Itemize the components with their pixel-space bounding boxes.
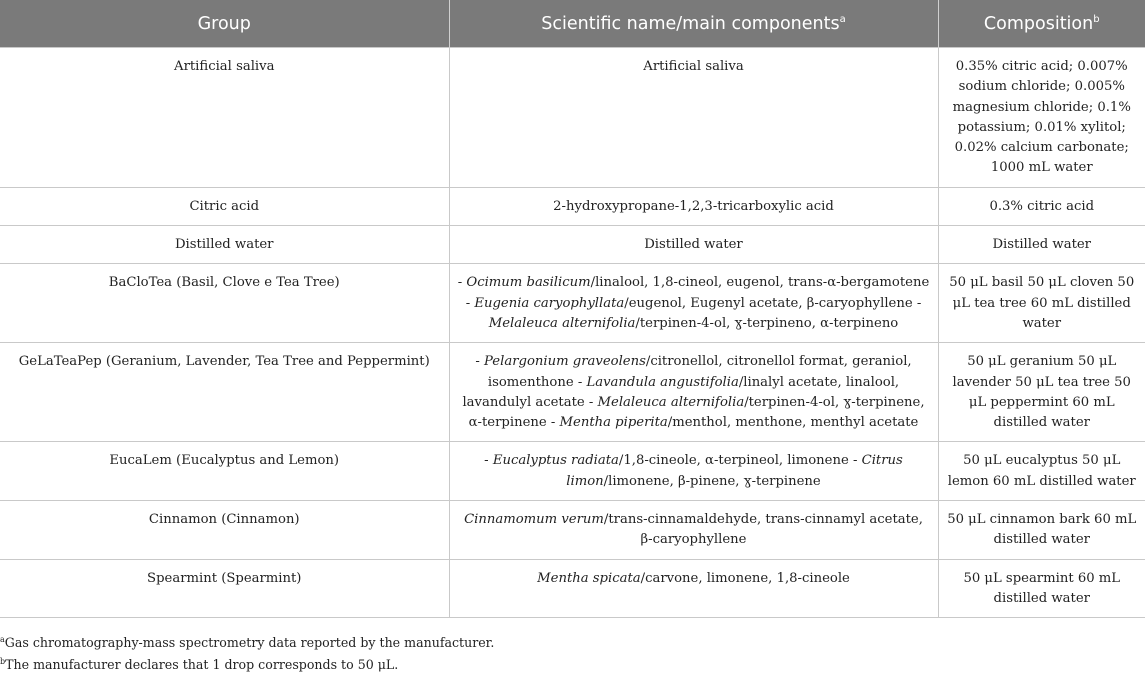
component-text: - <box>475 354 485 370</box>
species-name: Ocimum basilicum <box>466 275 591 291</box>
species-name: Cinnamomum verum <box>464 512 604 528</box>
table-row <box>0 501 1145 560</box>
component-text: 2-hydroxypropane-1,2,3-tricarboxylic acid <box>553 198 834 214</box>
species-name: Eucalyptus radiata <box>492 453 619 469</box>
component-text: /eugenol, Eugenyl acetate, β-caryophyllene - <box>624 295 922 311</box>
footnotes <box>0 630 494 674</box>
component-text: /linalool, 1,8-cineol, eugenol, trans-α-bergamotene - <box>465 275 930 311</box>
component-text: /1,8-cineole, α-terpineol, limonene - <box>618 453 862 469</box>
component-text: /trans-cinnamaldehyde, trans-cinnamyl acetate, β-caryophyllene <box>603 512 923 548</box>
cell-components <box>449 559 938 618</box>
cell-composition: 0.3% citric acid <box>938 187 1145 225</box>
cell-group: Spearmint (Spearmint) <box>0 559 449 618</box>
component-text: /citronellol, citronellol format, geraniol, isomenthone - <box>487 354 912 390</box>
component-text: Distilled water <box>644 237 743 253</box>
cell-composition: 50 μL spearmint 60 mL distilled water <box>938 559 1145 618</box>
footnote-text: The manufacturer declares that 1 drop corresponds to 50 μL. <box>5 657 399 672</box>
table-row <box>0 187 1145 225</box>
cell-group: BaCloTea (Basil, Clove e Tea Tree) <box>0 264 449 343</box>
footnote <box>0 630 494 652</box>
cell-group: Artificial saliva <box>0 48 449 188</box>
table-row <box>0 343 1145 442</box>
table-row <box>0 226 1145 264</box>
component-text: - <box>457 275 467 291</box>
cell-composition: 50 μL basil 50 μL cloven 50 μL tea tree 60 mL distilled water <box>938 264 1145 343</box>
component-text: /terpinen-4-ol, ɣ-terpineno, α-terpineno <box>635 315 899 331</box>
footnote-mark: b <box>0 657 6 666</box>
cell-components <box>449 442 938 501</box>
cell-group: GeLaTeaPep (Geranium, Lavender, Tea Tree and Peppermint) <box>0 343 449 442</box>
cell-composition: 50 μL cinnamon bark 60 mL distilled water <box>938 501 1145 560</box>
cell-composition: 50 μL geranium 50 μL lavender 50 μL tea tree 50 μL peppermint 60 mL distilled water <box>938 343 1145 442</box>
species-name: Mentha piperita <box>559 415 668 431</box>
cell-composition: Distilled water <box>938 226 1145 264</box>
header-group: Group <box>0 0 449 48</box>
species-name: Pelargonium graveolens <box>484 354 646 370</box>
footnote-text: Gas chromatography-mass spectrometry data reported by the manufacturer. <box>4 635 495 650</box>
cell-components <box>449 187 938 225</box>
species-name: Lavandula angustifolia <box>586 374 739 390</box>
cell-group: Citric acid <box>0 187 449 225</box>
species-name: Citrus limon <box>566 453 903 489</box>
table-row <box>0 264 1145 343</box>
footnote-mark: a <box>0 635 5 644</box>
header-composition: Composition$^b$ <box>938 0 1145 48</box>
header-scientific-name: Scientific name/main components$^a$ <box>449 0 938 48</box>
table-header <box>0 0 1145 48</box>
species-name: Eugenia caryophyllata <box>474 295 625 311</box>
cell-components <box>449 226 938 264</box>
component-text: /terpinen-4-ol, ɣ-terpinene, α-terpinene - <box>468 394 925 431</box>
species-name: Melaleuca alternifolia <box>597 394 745 410</box>
component-text: - <box>484 453 493 469</box>
cell-composition: 0.35% citric acid; 0.007% sodium chloride; 0.005% magnesium chloride; 0.1% potassium; 0.01% xylitol; 0.02% calcium carbonate; 1000 mL water <box>938 48 1145 188</box>
component-text: /carvone, limonene, 1,8-cineole <box>640 570 850 586</box>
table-row <box>0 559 1145 618</box>
cell-components <box>449 501 938 560</box>
component-text: Artificial saliva <box>643 59 744 74</box>
cell-group: EucaLem (Eucalyptus and Lemon) <box>0 442 449 501</box>
component-text: /linalyl acetate, linalool, lavandulyl acetate - <box>462 374 900 410</box>
species-name: Mentha spicata <box>537 570 641 586</box>
table-row <box>0 442 1145 501</box>
table-body <box>0 48 1145 618</box>
cell-components <box>449 48 938 188</box>
footnote <box>0 652 494 674</box>
cell-group: Cinnamon (Cinnamon) <box>0 501 449 560</box>
component-text: /menthol, menthone, menthyl acetate <box>667 415 919 431</box>
cell-composition: 50 μL eucalyptus 50 μL lemon 60 mL distilled water <box>938 442 1145 501</box>
species-name: Melaleuca alternifolia <box>488 315 636 331</box>
table-row <box>0 48 1145 188</box>
cell-components <box>449 264 938 343</box>
cell-group: Distilled water <box>0 226 449 264</box>
component-text: /limonene, β-pinene, ɣ-terpinene <box>603 473 821 489</box>
cell-components <box>449 343 938 442</box>
